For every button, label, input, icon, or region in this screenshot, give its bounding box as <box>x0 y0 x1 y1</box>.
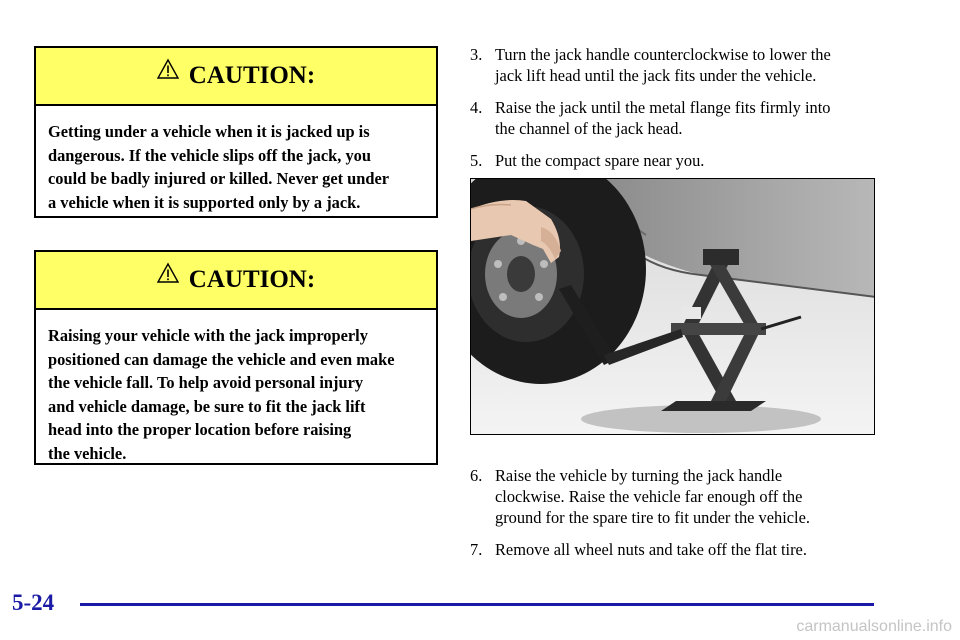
step-item <box>470 539 890 560</box>
warning-triangle-icon <box>157 58 179 80</box>
step-line: jack lift head until the jack fits under the vehicle. <box>495 66 817 85</box>
jack-photo <box>470 178 875 435</box>
caution-title: CAUTION: <box>188 266 316 293</box>
caution-line: and vehicle damage, be sure to fit the jack lift <box>48 396 366 416</box>
caution-line: Raising your vehicle with the jack improperly <box>48 326 368 345</box>
step-text <box>495 539 890 560</box>
jack-illustration <box>471 179 875 435</box>
page-number: 5-24 <box>12 590 55 615</box>
step-line: Remove all wheel nuts and take off the flat tire. <box>495 540 807 559</box>
step-item <box>470 44 890 86</box>
caution-line: positioned can damage the vehicle and even make <box>48 349 395 369</box>
caution-line: could be badly injured or killed. Never get under <box>48 169 390 188</box>
watermark-text: carmanualsonline.info <box>796 618 952 635</box>
step-text <box>495 465 890 528</box>
step-line: Raise the jack until the metal flange fits firmly into <box>495 98 831 117</box>
footer-divider <box>80 603 874 606</box>
caution-line: a vehicle when it is supported only by a jack. <box>48 192 361 212</box>
step-number: 4. <box>470 98 483 117</box>
caution-line: the vehicle. <box>48 443 127 463</box>
step-line: the channel of the jack head. <box>495 119 683 138</box>
caution-header <box>36 252 436 310</box>
step-number: 7. <box>470 540 483 559</box>
step-number: 5. <box>470 151 483 170</box>
step-number: 6. <box>470 466 483 485</box>
step-text <box>495 150 890 171</box>
step-number: 3. <box>470 45 483 64</box>
step-line: clockwise. Raise the vehicle far enough off the <box>495 487 803 506</box>
step-item <box>470 97 890 139</box>
step-text <box>495 97 890 139</box>
step-line: Turn the jack handle counterclockwise to lower the <box>495 45 831 64</box>
step-line: ground for the spare tire to fit under the vehicle. <box>495 508 810 527</box>
step-line: Put the compact spare near you. <box>495 151 705 170</box>
step-line: Raise the vehicle by turning the jack handle <box>495 466 783 485</box>
caution-line: the vehicle fall. To help avoid personal injury <box>48 373 364 392</box>
caution-text <box>36 310 436 477</box>
warning-triangle-icon <box>157 262 179 284</box>
steps-list-bottom <box>470 465 890 571</box>
caution-line: dangerous. If the vehicle slips off the jack, you <box>48 145 371 165</box>
step-item <box>470 465 890 528</box>
caution-header <box>36 48 436 106</box>
caution-box-jack-position <box>34 250 438 465</box>
caution-title: CAUTION: <box>188 62 316 89</box>
caution-line: head into the proper location before raising <box>48 420 352 439</box>
step-item <box>470 150 890 171</box>
steps-list-top <box>470 44 890 182</box>
caution-box-under-vehicle <box>34 46 438 218</box>
caution-line: Getting under a vehicle when it is jacked up is <box>48 122 370 141</box>
caution-text <box>36 106 436 226</box>
step-text <box>495 44 890 86</box>
